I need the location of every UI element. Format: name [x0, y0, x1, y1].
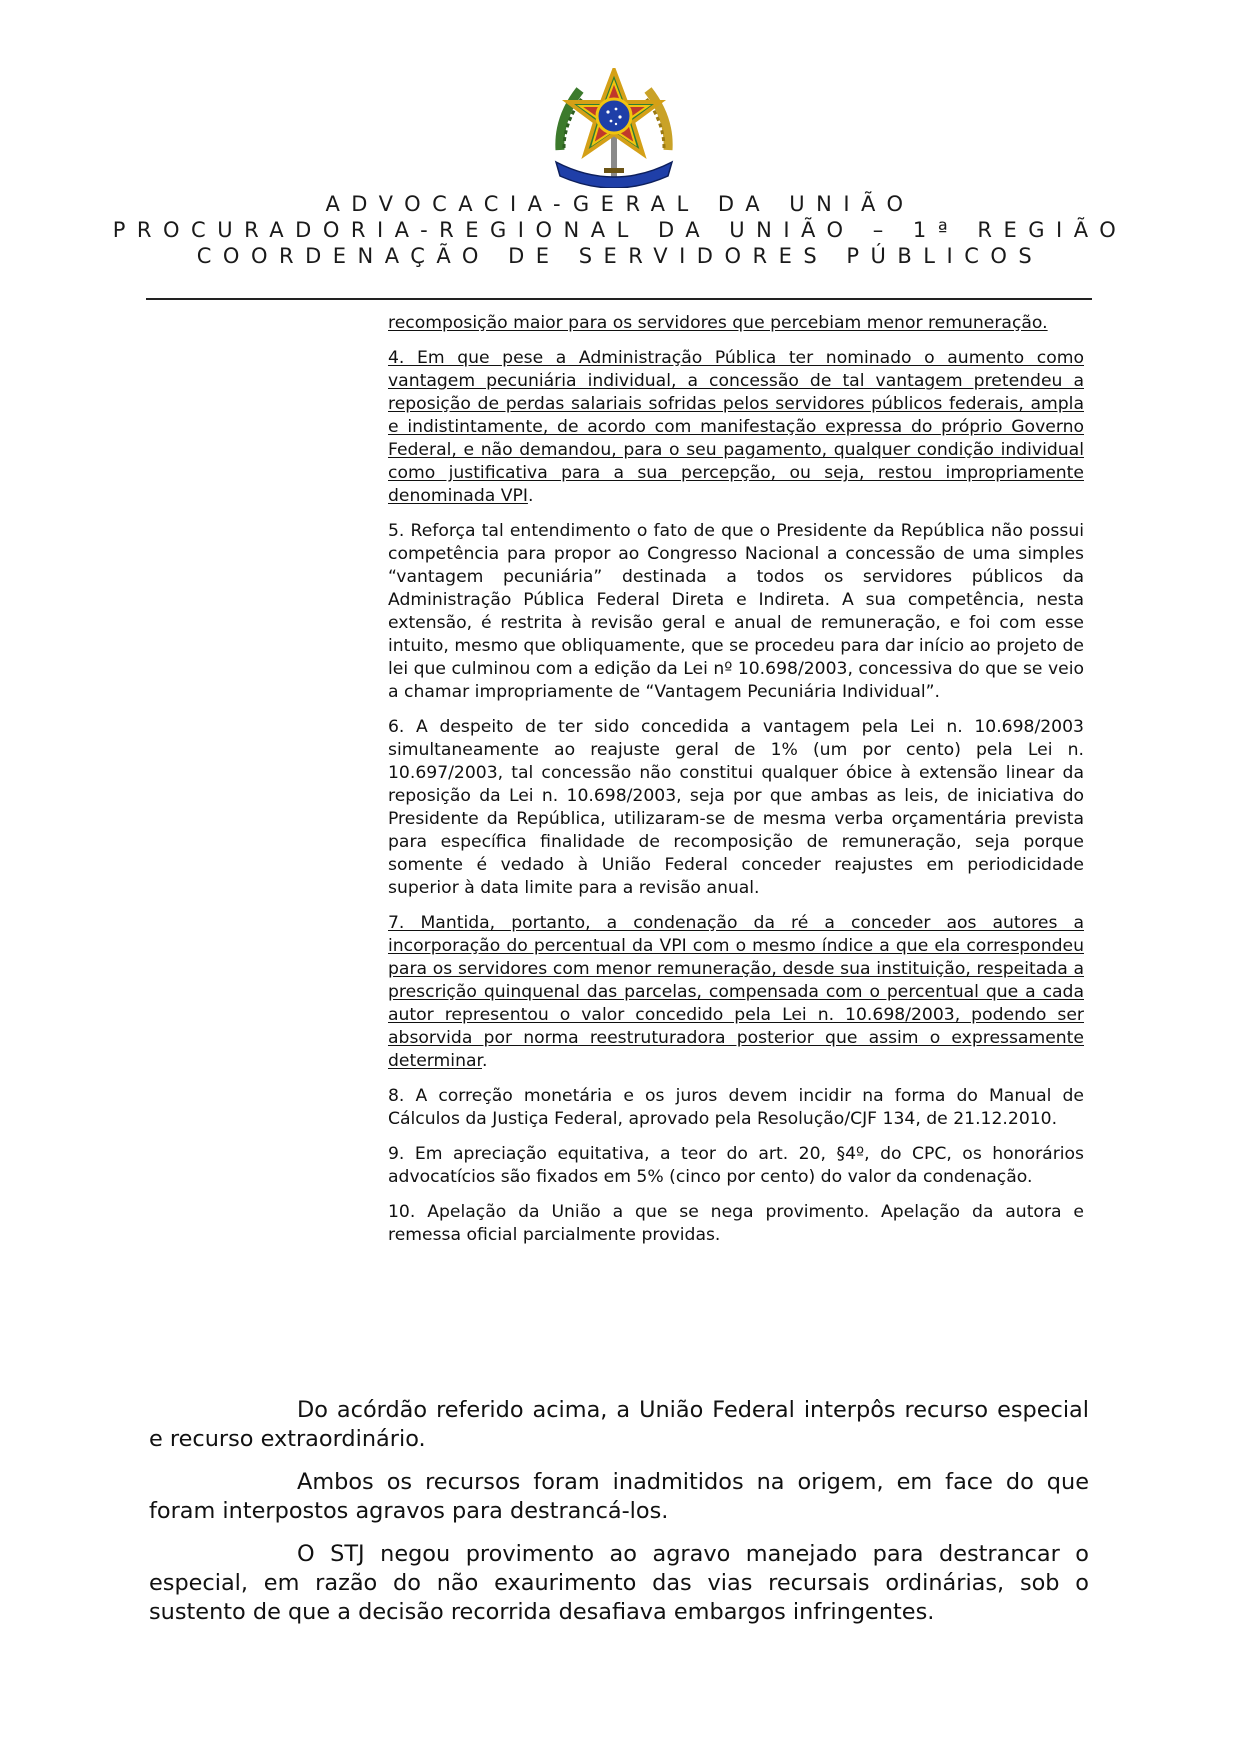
quote-paragraph-continuation-text: recomposição maior para os servidores que percebiam menor remuneração.: [388, 313, 1048, 333]
body-paragraph-2: Ambos os recursos foram inadmitidos na origem, em face do que foram interpostos agravos para destrancá-los.: [149, 1469, 1089, 1524]
brazil-coat-of-arms-icon: [550, 68, 678, 188]
quote-paragraph-10: 10. Apelação da União a que se nega provimento. Apelação da autora e remessa oficial parcialmente providas.: [388, 1202, 1084, 1245]
quote-paragraph-4-end: .: [527, 486, 534, 506]
body-paragraph-1: Do acórdão referido acima, a União Federal interpôs recurso especial e recurso extraordinário.: [149, 1397, 1089, 1452]
body-paragraph-3: O STJ negou provimento ao agravo manejado para destrancar o especial, em razão do não exaurimento das vias recursais ordinárias, sob o sustento de que a decisão recorrida desafiava embargos infringentes.: [149, 1541, 1089, 1625]
document-body: [149, 1396, 1089, 1641]
quote-paragraph-7-end: .: [482, 1051, 488, 1071]
quoted-ruling: [388, 312, 1084, 1259]
header-divider: [146, 298, 1092, 300]
quote-paragraph-7: [388, 912, 1084, 1073]
header-regional-office: PROCURADORIA-REGIONAL DA UNIÃO – 1ª REGIÃO: [112, 218, 1128, 242]
quote-paragraph-4-text: 4. Em que pese a Administração Pública ter nominado o aumento como vantagem pecuniária individual, a concessão de tal vantagem pretendeu a reposição de perdas salariais sofridas pelos servidores públicos federais, ampla e indistintamente, de acordo com manifestação expressa do próprio Governo Federal, e não demandou, para o seu pagamento, qualquer condição individual como justificativa para a sua percepção, ou seja, restou impropriamente denominada VPI: [388, 348, 1084, 506]
quote-paragraph-7-text: 7. Mantida, portanto, a condenação da ré a conceder aos autores a incorporação do percentual da VPI com o mesmo índice a que ela correspondeu para os servidores com menor remuneração, desde sua instituição, respeitada a prescrição quinquenal das parcelas, compensada com o percentual que a cada autor representou o valor concedido pela Lei n. 10.698/2003, podendo ser absorvida por norma reestruturadora posterior que assim o expressamente determinar: [388, 913, 1084, 1071]
quote-paragraph-8: 8. A correção monetária e os juros devem incidir na forma do Manual de Cálculos da Justiça Federal, aprovado pela Resolução/CJF 134, de 21.12.2010.: [388, 1086, 1084, 1129]
header-coordination: COORDENAÇÃO DE SERVIDORES PÚBLICOS: [196, 244, 1044, 268]
quote-paragraph-9: 9. Em apreciação equitativa, a teor do art. 20, §4º, do CPC, os honorários advocatícios são fixados em 5% (cinco por cento) do valor da condenação.: [388, 1144, 1084, 1187]
quote-paragraph-4: [388, 347, 1084, 508]
quote-paragraph-6: 6. A despeito de ter sido concedida a vantagem pela Lei n. 10.698/2003 simultaneamente ao reajuste geral de 1% (um por cento) pela Lei n. 10.697/2003, tal concessão não constitui qualquer óbice à extensão linear da reposição da Lei n. 10.698/2003, seja por que ambas as leis, de iniciativa do Presidente da República, utilizaram-se de mesma verba orçamentária prevista para específica finalidade de recomposição de remuneração, seja porque somente é vedado à União Federal conceder reajustes em periodicidade superior à data limite para a revisão anual.: [388, 717, 1084, 898]
quote-paragraph-continuation: [388, 312, 1084, 335]
header-agency-name: ADVOCACIA-GERAL DA UNIÃO: [325, 192, 915, 216]
quote-paragraph-5: 5. Reforça tal entendimento o fato de que o Presidente da República não possui competência para propor ao Congresso Nacional a concessão de uma simples “vantagem pecuniária” destinada a todos os servidores públicos da Administração Pública Federal Direta e Indireta. A sua competência, nesta extensão, é restrita à revisão geral e anual de remuneração, e foi com esse intuito, mesmo que obliquamente, que se procedeu para dar início ao projeto de lei que culminou com a edição da Lei nº 10.698/2003, concessiva do que se veio a chamar impropriamente de “Vantagem Pecuniária Individual”.: [388, 521, 1084, 702]
